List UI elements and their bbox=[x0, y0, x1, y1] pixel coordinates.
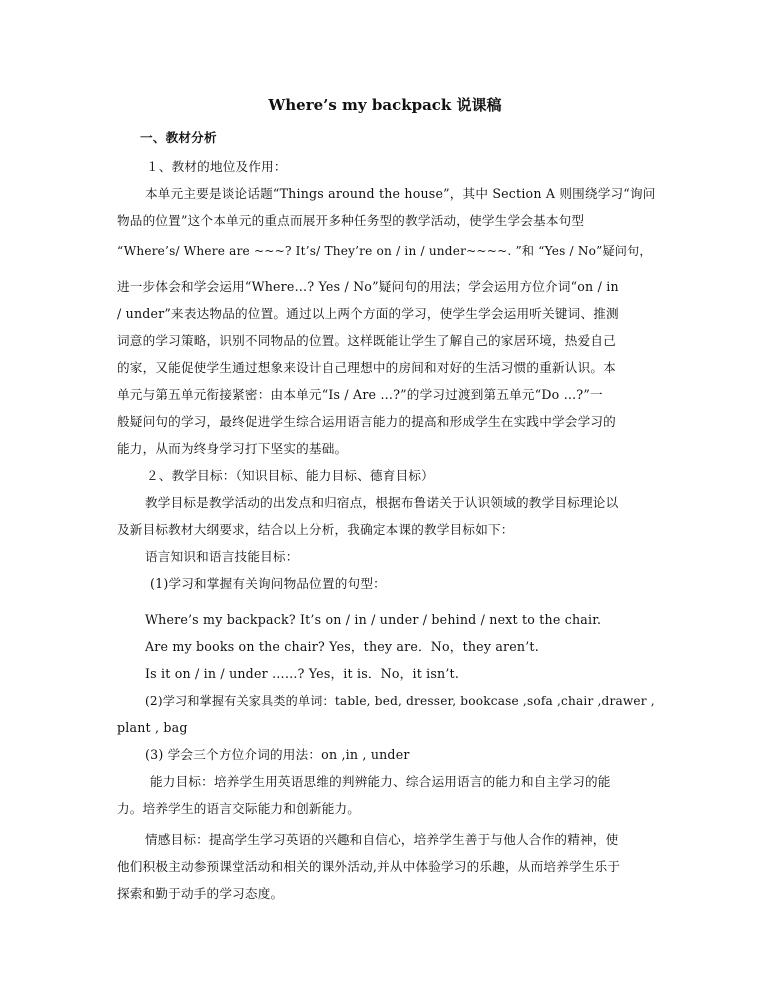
subsection-heading: １、教材的地位及作用： bbox=[146, 159, 287, 174]
subsection-heading: ２、教学目标：（知识目标、能力目标、德育目标） bbox=[146, 468, 434, 483]
document-title: Where’s my backpack 说课稿 bbox=[268, 96, 502, 114]
paragraph-line: 及新目标教材大纲要求，结合以上分析，我确定本课的教学目标如下： bbox=[117, 522, 514, 537]
paragraph-line: 进一步体会和学会运用“Where…? Yes / No”疑问句的用法；学会运用方位介词“on / in bbox=[117, 279, 619, 294]
example-sentence: Are my books on the chair? Yes，they are．No，they aren’t. bbox=[145, 639, 539, 654]
paragraph-line: 的家，又能促使学生通过想象来设计自己理想中的房间和对好的生活习惯的重新认识。本 bbox=[117, 360, 616, 375]
paragraph-line: “Where’s/ Where are ~~~? It’s/ They’re on / in / under~~~~. ”和 “Yes / No”疑问句， bbox=[117, 244, 652, 258]
paragraph-line: 他们积极主动参预课堂活动和相关的课外活动,并从中体验学习的乐趣，从而培养学生乐于 bbox=[117, 859, 621, 874]
paragraph-line: 本单元主要是谈论话题“Things around the house”，其中 Section A 则围绕学习“询问 bbox=[145, 186, 656, 201]
list-item: (3) 学会三个方位介词的用法：on ,in , under bbox=[145, 747, 410, 762]
paragraph-line: 单元与第五单元衔接紧密：由本单元“Is / Are …?”的学习过渡到第五单元“Do …?”一 bbox=[117, 387, 603, 402]
list-item: (2)学习和掌握有关家具类的单词：table, bed, dresser, bookcase ,sofa ,chair ,drawer , bbox=[145, 694, 655, 708]
paragraph-line: 能力，从而为终身学习打下坚实的基础。 bbox=[117, 441, 348, 456]
example-sentence: Where’s my backpack? It’s on / in / under / behind / next to the chair. bbox=[145, 612, 602, 627]
paragraph-line: 探索和勤于动手的学习态度。 bbox=[117, 886, 284, 901]
paragraph-line: 语言知识和语言技能目标： bbox=[145, 549, 299, 564]
paragraph-line: 力。培养学生的语言交际能力和创新能力。 bbox=[117, 801, 361, 816]
paragraph-line: / under”来表达物品的位置。通过以上两个方面的学习，使学生学会运用听关键词、推测 bbox=[117, 306, 619, 321]
list-item: (1)学习和掌握有关询问物品位置的句型： bbox=[150, 576, 386, 591]
paragraph-line: 词意的学习策略，识别不同物品的位置。这样既能让学生了解自己的家居环境，热爱自己 bbox=[117, 333, 616, 348]
section-heading: 一、教材分析 bbox=[140, 130, 217, 145]
example-sentence: Is it on / in / under ……? Yes，it is．No，it isn’t. bbox=[145, 666, 460, 681]
paragraph-line: 情感目标：提高学生学习英语的兴趣和自信心，培养学生善于与他人合作的精神，使 bbox=[145, 832, 619, 847]
paragraph-line: 般疑问句的学习，最终促进学生综合运用语言能力的提高和形成学生在实践中学会学习的 bbox=[117, 414, 616, 429]
paragraph-line: 物品的位置”这个本单元的重点而展开多种任务型的教学活动，使学生学会基本句型 bbox=[117, 213, 585, 228]
paragraph-line: plant , bag bbox=[117, 720, 188, 735]
paragraph-line: 教学目标是教学活动的出发点和归宿点，根据布鲁诺关于认识领域的教学目标理论以 bbox=[145, 495, 619, 510]
paragraph-line: 能力目标：培养学生用英语思维的判辨能力、综合运用语言的能力和自主学习的能 bbox=[150, 774, 611, 789]
